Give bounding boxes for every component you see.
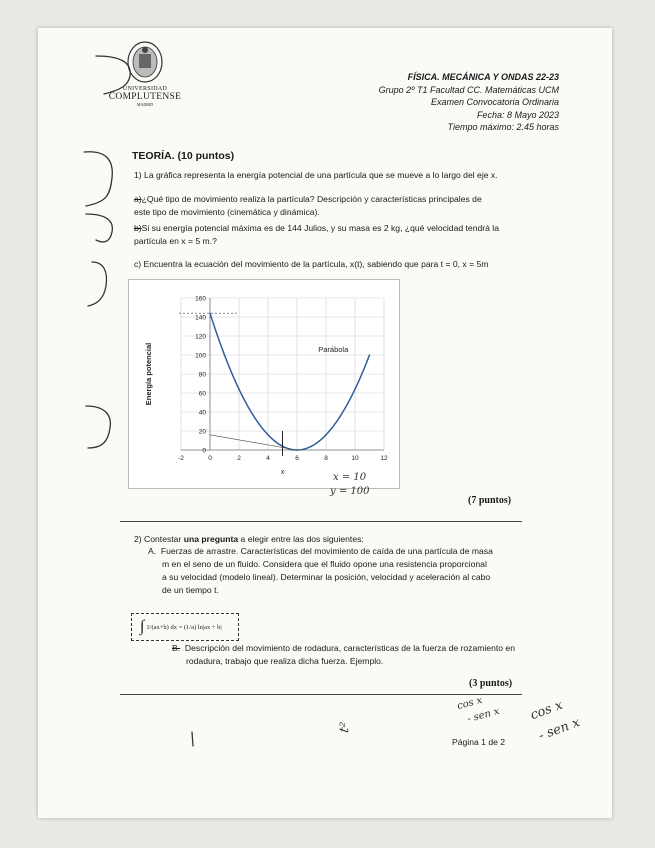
- q1a-text-2: este tipo de movimiento (cinemática y dinámica).: [134, 207, 320, 217]
- q2a-label: A.: [148, 546, 157, 556]
- header-time: Tiempo máximo: 2.45 horas: [447, 122, 559, 132]
- y-axis-label: Energía potencial: [144, 342, 153, 406]
- bracket-chart: [86, 406, 110, 448]
- page-number: Página 1 de 2: [452, 737, 506, 747]
- logo-name: COMPLUTENSE: [108, 92, 182, 102]
- logo-university-label: UNIVERSIDAD: [122, 86, 168, 92]
- handwritten-x-value: x = 10: [333, 472, 367, 483]
- x-tick-label: 6: [295, 455, 299, 462]
- header-exam: Examen Convocatoria Ordinaria: [430, 97, 559, 107]
- y-tick-label: 100: [195, 352, 206, 360]
- chart-annotation: Parábola: [318, 345, 349, 355]
- x-tick-label: 10: [351, 455, 359, 462]
- integral-icon: ∫: [140, 618, 145, 635]
- logo-city: MADRID: [136, 102, 154, 107]
- y-tick-label: 60: [198, 390, 206, 398]
- course-title: FÍSICA. MECÁNICA Y ONDAS 22-23: [407, 72, 559, 82]
- bracket-top: [96, 56, 130, 94]
- theory-title: TEORÍA. (10 puntos): [132, 150, 235, 162]
- q2-intro-a: Contestar: [144, 534, 184, 544]
- q1a-label: a): [134, 194, 142, 204]
- y-tick-label: 40: [198, 409, 206, 417]
- handwritten-note-1: cos x: [456, 694, 484, 713]
- x-tick-label: 8: [324, 455, 328, 462]
- header-date: Fecha: 8 Mayo 2023: [476, 109, 559, 120]
- question2-points: (3 puntos): [469, 678, 513, 689]
- q2a-text-3: a su velocidad (modelo lineal). Determinar la posición, velocidad y aceleración al cabo: [162, 572, 491, 582]
- x-tick-label: 2: [237, 455, 241, 462]
- q2b-text-1: Descripción del movimiento de rodadura, características de la fuerza de rozamiento en: [184, 643, 515, 653]
- q2-intro-b: a elegir entre las dos siguientes:: [238, 534, 364, 544]
- x-tick-label: 0: [208, 455, 212, 462]
- y-tick-label: 120: [195, 333, 206, 341]
- q2-intro-bold: una pregunta: [183, 534, 239, 544]
- q2b-label: B.: [172, 643, 181, 653]
- integral-lhs: 1/(ax+b) dx =: [146, 623, 183, 631]
- y-tick-label: 80: [198, 371, 206, 379]
- q2a-text-4: de un tiempo t.: [162, 585, 219, 595]
- y-tick-label: 20: [198, 428, 206, 436]
- bracket-c: [88, 262, 106, 306]
- q2a-text-2: m en el seno de un fluido. Considera que el fluido opone una resistencia proporcional: [162, 559, 487, 569]
- x-tick-label: 4: [266, 455, 270, 462]
- q1b-text-1: Si su energía potencial máxima es de 144 Julios, y su masa es 2 kg, ¿qué velocidad tendrá la: [141, 223, 499, 233]
- y-tick-label: 160: [195, 295, 206, 303]
- y-tick-label: 140: [195, 314, 206, 322]
- handwritten-note-4: - sen x: [536, 715, 583, 744]
- stray-mark: [192, 732, 193, 746]
- handwritten-note-2: - sen x: [466, 705, 501, 726]
- integral-rhs: (1/a) ln|ax + b|: [183, 623, 222, 631]
- q1b-label: b): [134, 223, 142, 233]
- bracket-b: [86, 214, 112, 242]
- y-tick-label: 0: [202, 447, 206, 455]
- header-group: Grupo 2º T1 Facultad CC. Matemáticas UCM: [378, 84, 559, 95]
- q1-number: 1): [134, 170, 142, 180]
- question-1c: c) Encuentra la ecuación del movimiento de la partícula, x(t), sabiendo que para t = 0, x = 5m: [134, 259, 489, 269]
- q2a-text-1: Fuerzas de arrastre. Características del movimiento de caída de una partícula de masa: [160, 546, 493, 556]
- handwritten-note-3: cos x: [528, 697, 565, 724]
- bracket-a: [84, 152, 112, 206]
- q2b-text-2: rodadura, trabajo que realiza dicha fuerza. Ejemplo.: [186, 656, 384, 666]
- handwritten-y-value: y = 100: [330, 486, 370, 497]
- x-tick-label: -2: [178, 455, 184, 462]
- q1a-text-1: ¿Qué tipo de movimiento realiza la partícula? Descripción y características principales de: [141, 194, 482, 204]
- handwritten-note-5: t²: [336, 721, 354, 734]
- x-tick-label: 12: [380, 455, 388, 462]
- q2-number: 2): [134, 534, 142, 544]
- x-axis-label: x: [280, 469, 285, 476]
- theory-points: (7 puntos): [468, 495, 512, 506]
- q1-text: La gráfica representa la energía potencial de una partícula que se mueve a lo largo del eje x.: [144, 170, 498, 180]
- q1b-text-2: partícula en x = 5 m.?: [134, 236, 217, 246]
